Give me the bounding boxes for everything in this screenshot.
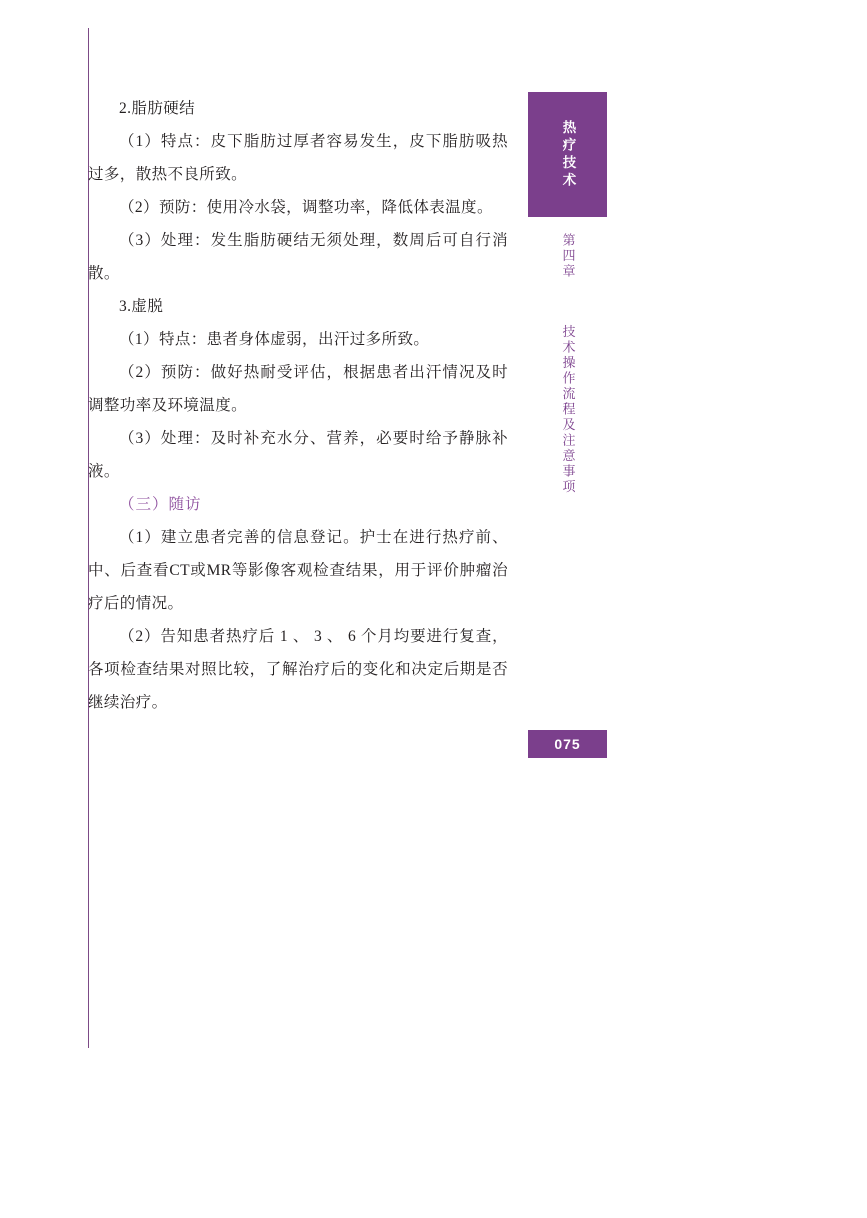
chapter-number-label: 第四章 <box>560 233 576 280</box>
page-number-block <box>528 730 607 758</box>
side-tab-block <box>528 92 607 217</box>
side-tab-label: 热疗技术 <box>560 119 576 190</box>
paragraph: （3）处理：及时补充水分、营养，必要时给予静脉补液。 <box>88 430 508 480</box>
paragraph: （2）预防：使用冷水袋，调整功率，降低体表温度。 <box>119 199 493 216</box>
body-text-column <box>88 92 508 719</box>
page-number: 075 <box>554 736 581 752</box>
paragraph: （3）处理：发生脂肪硬结无须处理，数周后可自行消散。 <box>88 232 508 282</box>
chapter-marginalia <box>528 233 607 503</box>
paragraph: （1）特点：皮下脂肪过厚者容易发生，皮下脂肪吸热过多，散热不良所致。 <box>88 133 508 183</box>
paragraph: （2）告知患者热疗后 1 、 3 、 6 个月均要进行复查，各项检查结果对照比较，了解治疗后的变化和决定后期是否继续治疗。 <box>88 628 508 711</box>
chapter-title-label: 技术操作流程及注意事项 <box>560 324 576 495</box>
section-subheading: （三）随访 <box>119 496 202 513</box>
paragraph: （1）建立患者完善的信息登记。护士在进行热疗前、中、后查看CT或MR等影像客观检查结果，用于评价肿瘤治疗后的情况。 <box>88 529 508 612</box>
paragraph: 3.虚脱 <box>119 298 164 315</box>
paragraph: （2）预防：做好热耐受评估，根据患者出汗情况及时调整功率及环境温度。 <box>88 364 508 414</box>
paragraph: 2.脂肪硬结 <box>119 100 196 117</box>
paragraph: （1）特点：患者身体虚弱，出汗过多所致。 <box>119 331 430 348</box>
side-tab-inner <box>528 92 607 217</box>
chapter-vertical-text <box>558 233 578 503</box>
